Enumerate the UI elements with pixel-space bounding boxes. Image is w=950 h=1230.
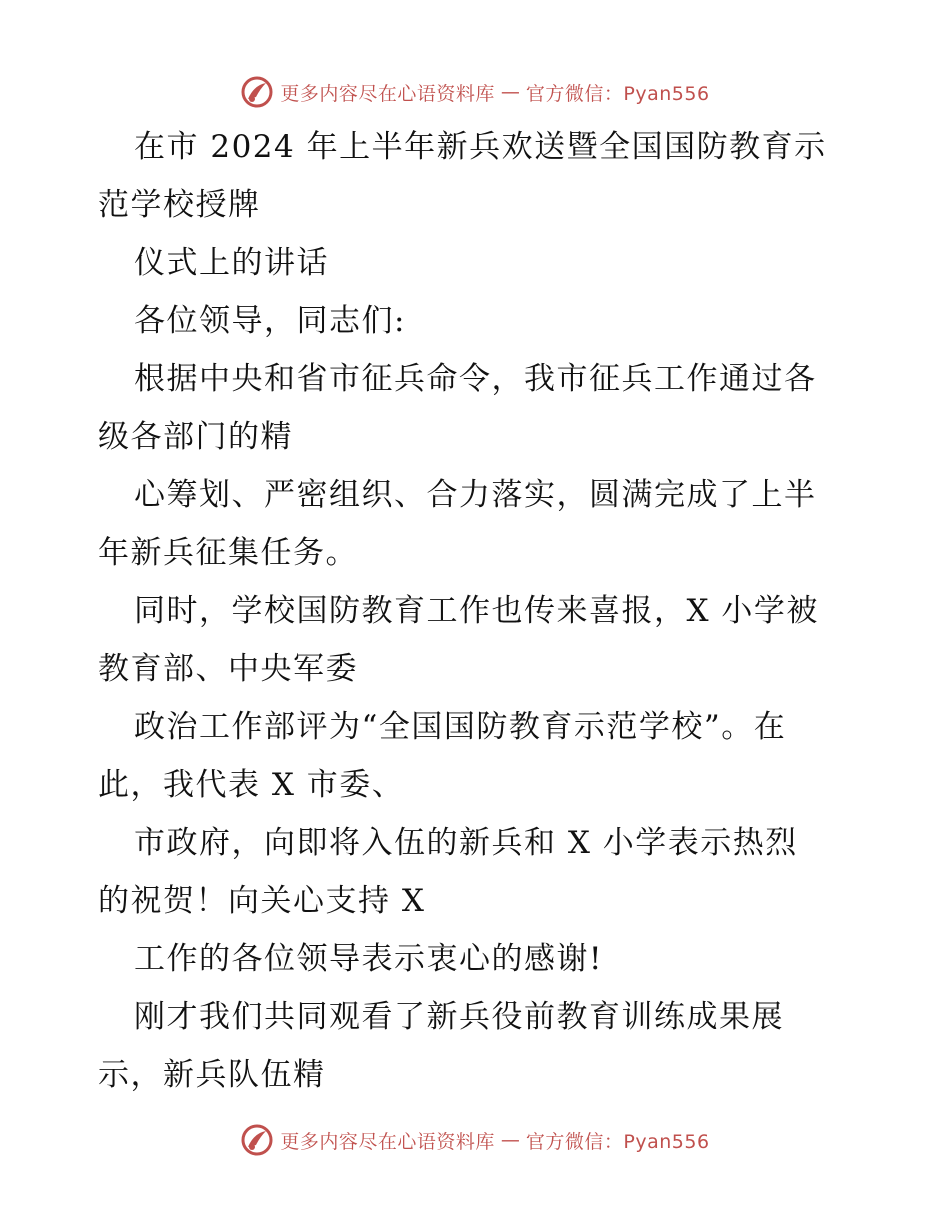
paragraph-line: 市政府，向即将入伍的新兵和 X 小学表示热烈 (134, 825, 798, 861)
brush-logo-icon (240, 1123, 274, 1157)
paragraph-line: 示，新兵队伍精 (98, 1057, 326, 1093)
paragraph-line: 政治工作部评为“全国国防教育示范学校”。在 (134, 709, 787, 745)
paragraph-line: 刚才我们共同观看了新兵役前教育训练成果展 (134, 999, 784, 1035)
paragraph-line: 教育部、中央军委 (98, 651, 358, 687)
paragraph-line: 根据中央和省市征兵命令，我市征兵工作通过各 (134, 361, 817, 397)
footer-watermark (0, 1120, 950, 1160)
paragraph-line: 的祝贺！向关心支持 X (98, 883, 426, 919)
watermark-contact: 官方微信：Pyan556 (525, 1130, 710, 1153)
paragraph-line: 年新兵征集任务。 (98, 535, 358, 571)
paragraph-line: 同时，学校国防教育工作也传来喜报，X 小学被 (134, 593, 819, 629)
title-line-1: 在市 2024 年上半年新兵欢送暨全国国防教育示 (134, 129, 827, 165)
salutation: 各位领导，同志们: (134, 303, 406, 339)
watermark-separator: — (500, 1129, 520, 1151)
paragraph-line: 级各部门的精 (98, 419, 293, 455)
paragraph-line: 工作的各位领导表示衷心的感谢! (134, 941, 603, 977)
title-line-2: 范学校授牌 (98, 187, 261, 223)
watermark-text: 更多内容尽在心语资料库 (280, 1130, 495, 1153)
document-body (98, 118, 858, 1104)
title-line-3: 仪式上的讲话 (134, 245, 329, 281)
watermark-contact: 官方微信：Pyan556 (525, 82, 710, 105)
watermark-text: 更多内容尽在心语资料库 (280, 82, 495, 105)
brush-logo-icon (240, 75, 274, 109)
header-watermark (0, 72, 950, 112)
paragraph-line: 心筹划、严密组织、合力落实，圆满完成了上半 (134, 477, 817, 513)
watermark-separator: — (500, 81, 520, 103)
paragraph-line: 此，我代表 X 市委、 (98, 767, 405, 803)
